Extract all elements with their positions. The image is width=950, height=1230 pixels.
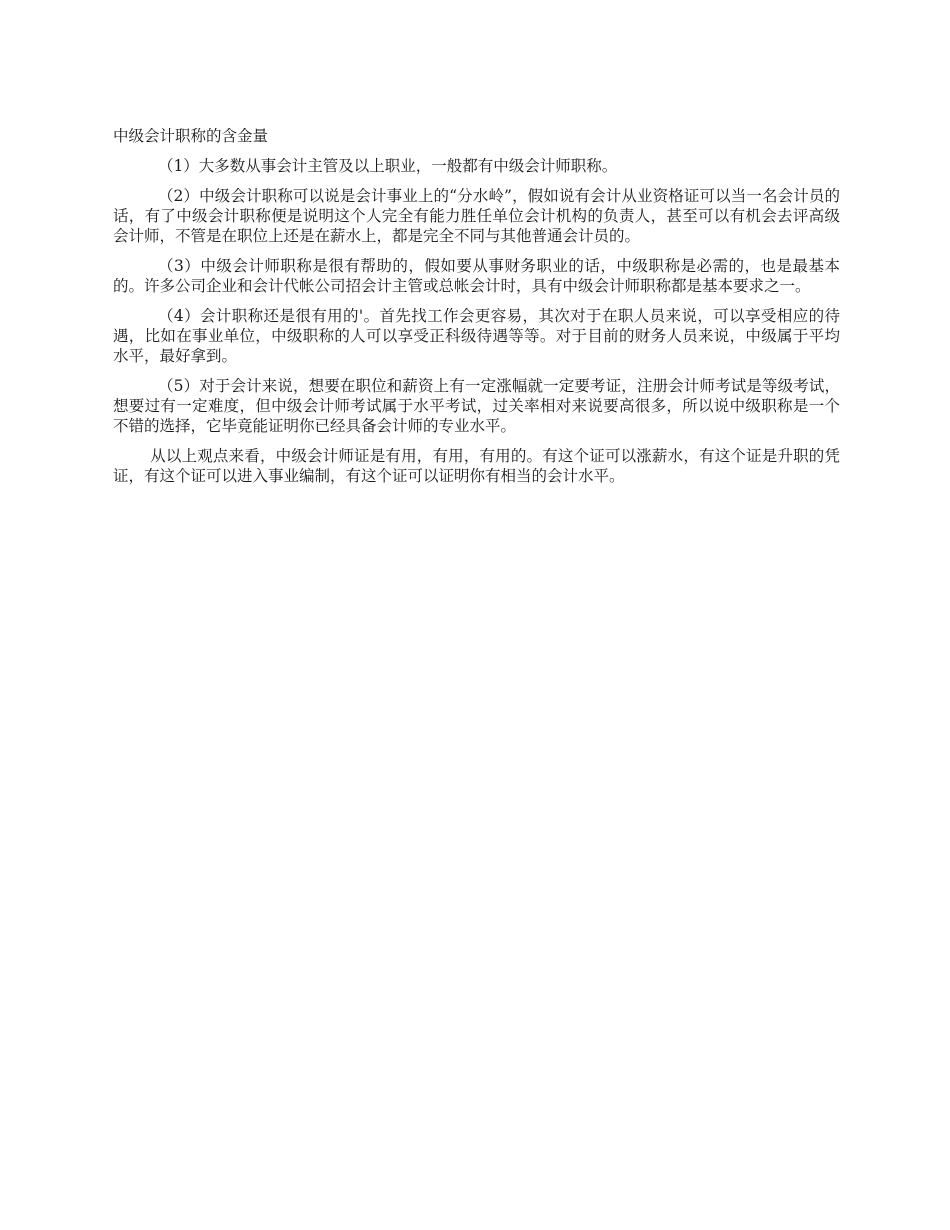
paragraph-4: （4）会计职称还是很有用的'。首先找工作会更容易，其次对于在职人员来说，可以享受相应的待遇，比如在事业单位，中级职称的人可以享受正科级待遇等等。对于目前的财务人员来说，中级属于平均水平，最好拿到。 (113, 307, 840, 365)
paragraph-3: （3）中级会计师职称是很有帮助的，假如要从事财务职业的话，中级职称是必需的，也是最基本的。许多公司企业和会计代帐公司招会计主管或总帐会计时，具有中级会计师职称都是基本要求之一。 (113, 257, 840, 295)
paragraph-1: （1）大多数从事会计主管及以上职业，一般都有中级会计师职称。 (157, 157, 618, 175)
document-page (113, 126, 840, 496)
paragraph-5: （5）对于会计来说，想要在职位和薪资上有一定涨幅就一定要考证，注册会计师考试是等级考试，想要过有一定难度，但中级会计师考试属于水平考试，过关率相对来说要高很多，所以说中级职称是一个不错的选择，它毕竟能证明你已经具备会计师的专业水平。 (113, 377, 840, 435)
paragraph-2: （2）中级会计职称可以说是会计事业上的“分水岭”，假如说有会计从业资格证可以当一名会计员的话，有了中级会计职称便是说明这个人完全有能力胜任单位会计机构的负责人，甚至可以有机会去评高级会计师，不管是在职位上还是在薪水上，都是完全不同与其他普通会计员的。 (113, 187, 840, 245)
document-title: 中级会计职称的含金量 (113, 127, 269, 145)
conclusion-paragraph: 从以上观点来看，中级会计师证是有用，有用，有用的。有这个证可以涨薪水，有这个证是升职的凭证，有这个证可以进入事业编制，有这个证可以证明你有相当的会计水平。 (113, 447, 840, 485)
